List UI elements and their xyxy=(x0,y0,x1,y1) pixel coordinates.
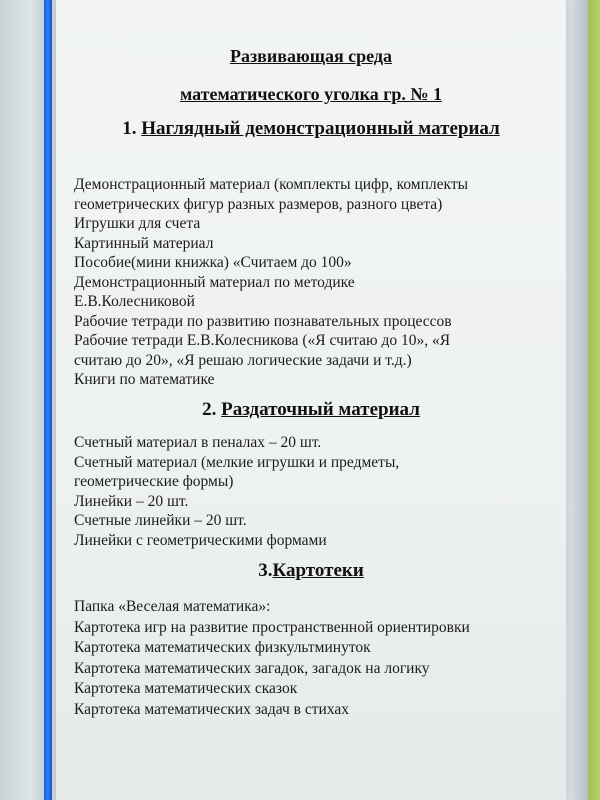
list-item: Картинный материал xyxy=(74,234,214,252)
list-item: Демонстрационный материал (комплекты цифр, комплекты xyxy=(74,176,469,193)
section-1-number: 1. xyxy=(122,118,137,139)
list-item: Картотека математических загадок, загадок на логику xyxy=(74,659,430,677)
list-item: Рабочие тетради по развитию познавательных процессов xyxy=(74,312,452,330)
section-2-list xyxy=(74,433,554,550)
section-2-heading xyxy=(56,399,566,421)
section-1-title: Наглядный демонстрационный материал xyxy=(141,118,500,139)
section-3-heading xyxy=(56,560,566,582)
folder-left-edge xyxy=(0,0,50,800)
title-line-2: математического уголка гр. № 1 xyxy=(179,84,443,104)
list-item: Папка «Веселая математика»: xyxy=(74,598,271,615)
section-3-title: Картотеки xyxy=(272,560,364,581)
list-item: геометрических фигур разных размеров, разного цвета) xyxy=(74,195,443,213)
section-2-title: Раздаточный материал xyxy=(221,399,420,420)
title-line-1: Развивающая среда xyxy=(229,46,393,66)
document-content xyxy=(56,0,566,800)
list-item: Картотека математических сказок xyxy=(74,680,298,697)
list-item: Счетный материал в пеналах – 20 шт. xyxy=(74,434,322,451)
list-item: Е.В.Колесниковой xyxy=(74,293,195,310)
section-3-number: 3. xyxy=(258,560,273,581)
blue-binder-spine xyxy=(44,0,52,800)
list-item: Игрушки для счета xyxy=(74,215,201,232)
list-item: Картотека математических задач в стихах xyxy=(74,700,349,718)
list-item: геометрические формы) xyxy=(74,473,234,490)
section-1-heading xyxy=(56,118,566,140)
list-item: считаю до 20», «Я решаю логические задачи и т.д.) xyxy=(74,351,412,369)
list-item: Счетные линейки – 20 шт. xyxy=(74,512,247,529)
list-item: Демонстрационный материал по методике xyxy=(74,273,355,291)
section-3-list xyxy=(74,597,554,720)
list-item: Счетный материал (мелкие игрушки и предметы, xyxy=(74,453,400,471)
list-item: Картотека математических физкультминуток xyxy=(74,639,371,656)
section-2-number: 2. xyxy=(202,399,217,420)
green-folder-edge xyxy=(588,0,600,800)
list-item: Линейки с геометрическими формами xyxy=(74,531,327,549)
list-item: Линейки – 20 шт. xyxy=(74,492,189,510)
list-item: Картотека игр на развитие пространственной ориентировки xyxy=(74,618,470,636)
list-item: Рабочие тетради Е.В.Колесникова («Я считаю до 10», «Я xyxy=(74,332,451,349)
section-1-list xyxy=(74,175,554,390)
list-item: Пособие(мини книжка) «Считаем до 100» xyxy=(74,254,352,271)
document-sheet xyxy=(56,0,566,800)
list-item: Книги по математике xyxy=(74,371,215,388)
